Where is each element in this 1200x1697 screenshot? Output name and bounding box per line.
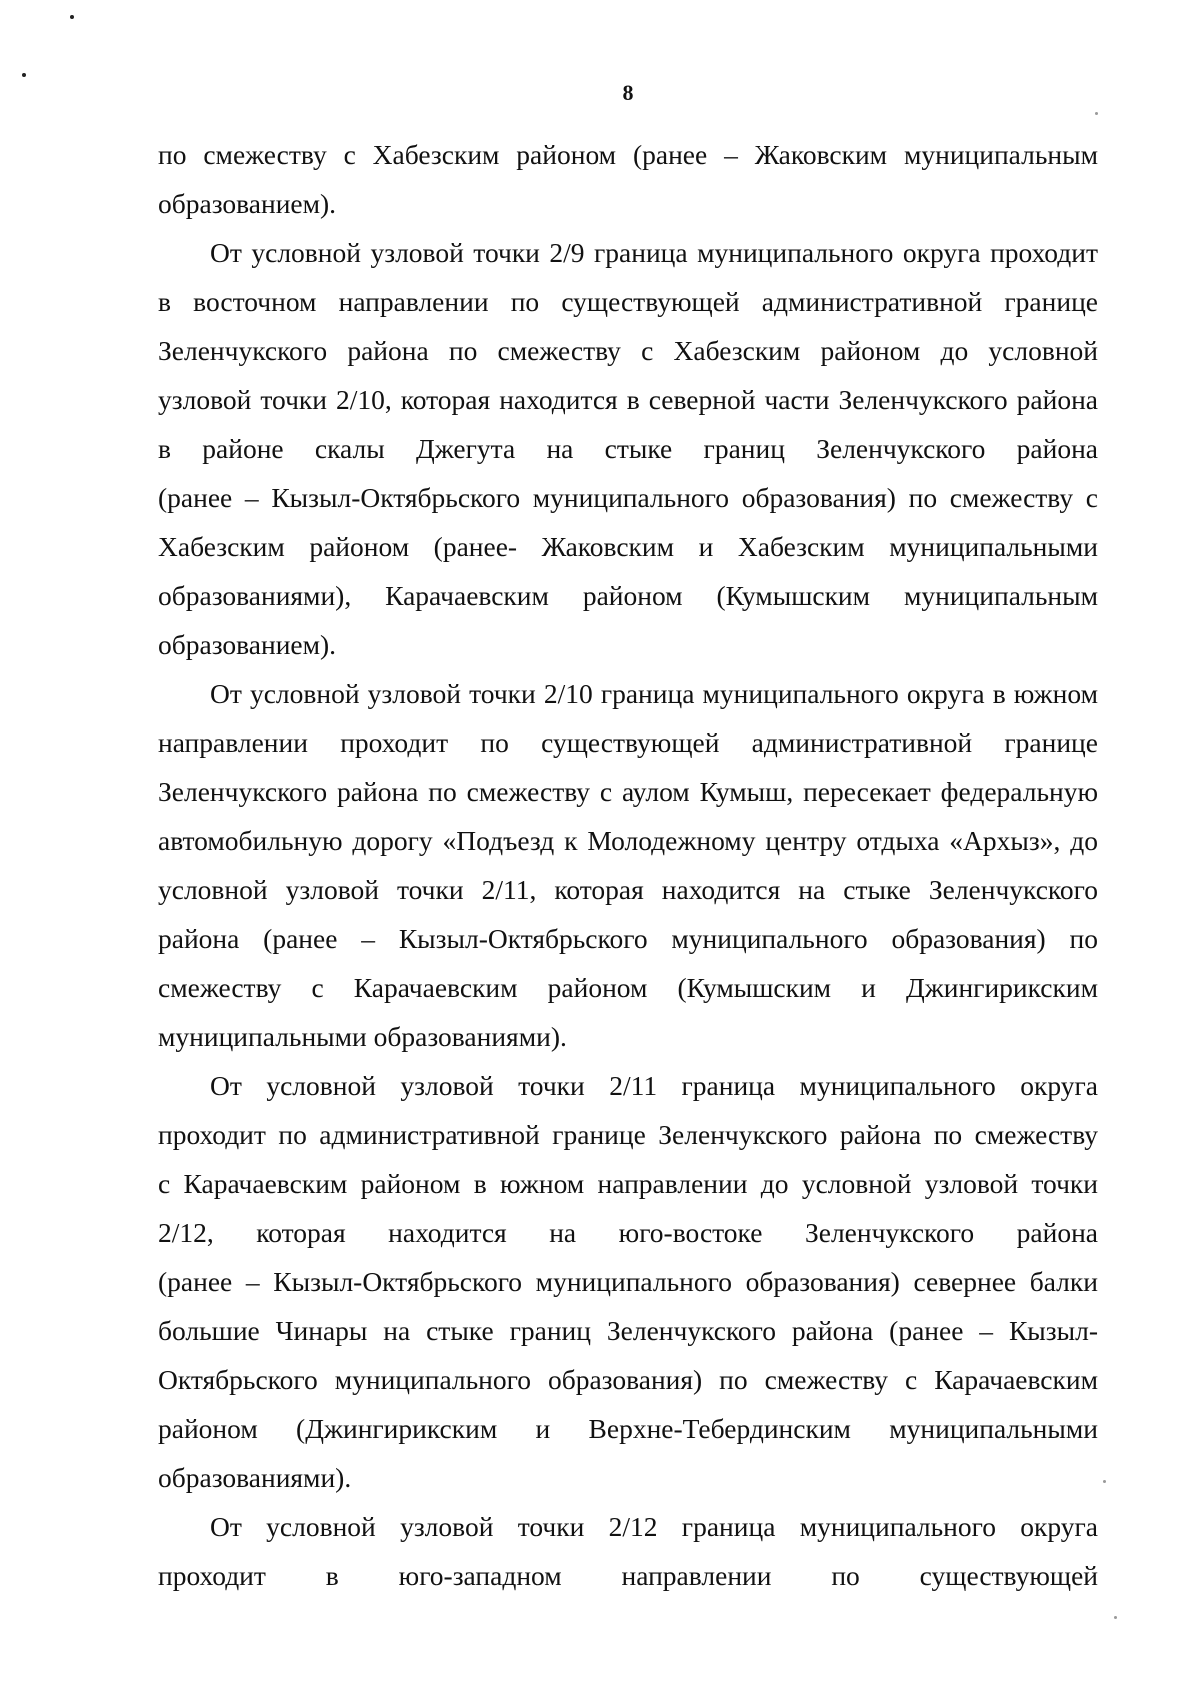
- body-text: [158, 135, 1098, 1605]
- page-number: 8: [622, 80, 634, 105]
- text-line: 2/12, которая находится на юго-востоке Зеленчукского района: [158, 1217, 1098, 1248]
- text-line: большие Чинары на стыке границ Зеленчукского района (ранее – Кызыл-: [158, 1315, 1098, 1346]
- text-line: Хабезским районом (ранее- Жаковским и Хабезским муниципальными: [158, 531, 1098, 562]
- text-line: смежеству с Карачаевским районом (Кумышским и Джингирикским: [158, 972, 1098, 1003]
- text-line: районом (Джингирикским и Верхне-Тебердинским муниципальными: [158, 1413, 1098, 1444]
- scan-speck: [1095, 112, 1098, 115]
- scan-speck: [1103, 1480, 1106, 1483]
- text-line: (ранее – Кызыл-Октябрьского муниципального образования) севернее балки: [158, 1266, 1098, 1297]
- text-line: автомобильную дорогу «Подъезд к Молодежному центру отдыха «Архыз», до: [158, 825, 1098, 856]
- text-line: Зеленчукского района по смежеству с аулом Кумыш, пересекает федеральную: [158, 776, 1098, 807]
- text-line: района (ранее – Кызыл-Октябрьского муниципального образования) по: [158, 923, 1098, 954]
- scan-speck: [22, 73, 26, 77]
- paragraph-first-line: От условной узловой точки 2/10 граница муниципального округа в южном: [210, 678, 1098, 709]
- text-line: с Карачаевским районом в южном направлении до условной узловой точки: [158, 1168, 1098, 1199]
- paragraph-first-line: От условной узловой точки 2/12 граница муниципального округа: [210, 1511, 1098, 1542]
- scan-speck: [70, 15, 74, 19]
- text-line: образованиями), Карачаевским районом (Кумышским муниципальным: [158, 580, 1098, 611]
- text-line: образованиями).: [158, 1462, 352, 1493]
- text-line: проходит по административной границе Зеленчукского района по смежеству: [158, 1119, 1098, 1150]
- text-line: Октябрьского муниципального образования) по смежеству с Карачаевским: [158, 1364, 1098, 1395]
- text-line: Зеленчукского района по смежеству с Хабезским районом до условной: [158, 335, 1098, 366]
- scan-speck: [1114, 1616, 1117, 1619]
- text-line: (ранее – Кызыл-Октябрьского муниципального образования) по смежеству с: [158, 482, 1098, 513]
- paragraph-first-line: От условной узловой точки 2/11 граница муниципального округа: [210, 1070, 1098, 1101]
- text-line: узловой точки 2/10, которая находится в северной части Зеленчукского района: [158, 384, 1098, 415]
- text-line: по смежеству с Хабезским районом (ранее – Жаковским муниципальным: [158, 139, 1098, 170]
- text-line: направлении проходит по существующей административной границе: [158, 727, 1098, 758]
- text-line: в районе скалы Джегута на стыке границ Зеленчукского района: [158, 433, 1098, 464]
- text-line: образованием).: [158, 188, 337, 219]
- text-line: проходит в юго-западном направлении по существующей: [158, 1560, 1098, 1591]
- text-line: условной узловой точки 2/11, которая находится на стыке Зеленчукского: [158, 874, 1098, 905]
- text-line: образованием).: [158, 629, 337, 660]
- text-line: муниципальными образованиями).: [158, 1021, 567, 1052]
- text-line: в восточном направлении по существующей административной границе: [158, 286, 1098, 317]
- paragraph-first-line: От условной узловой точки 2/9 граница муниципального округа проходит: [210, 237, 1098, 268]
